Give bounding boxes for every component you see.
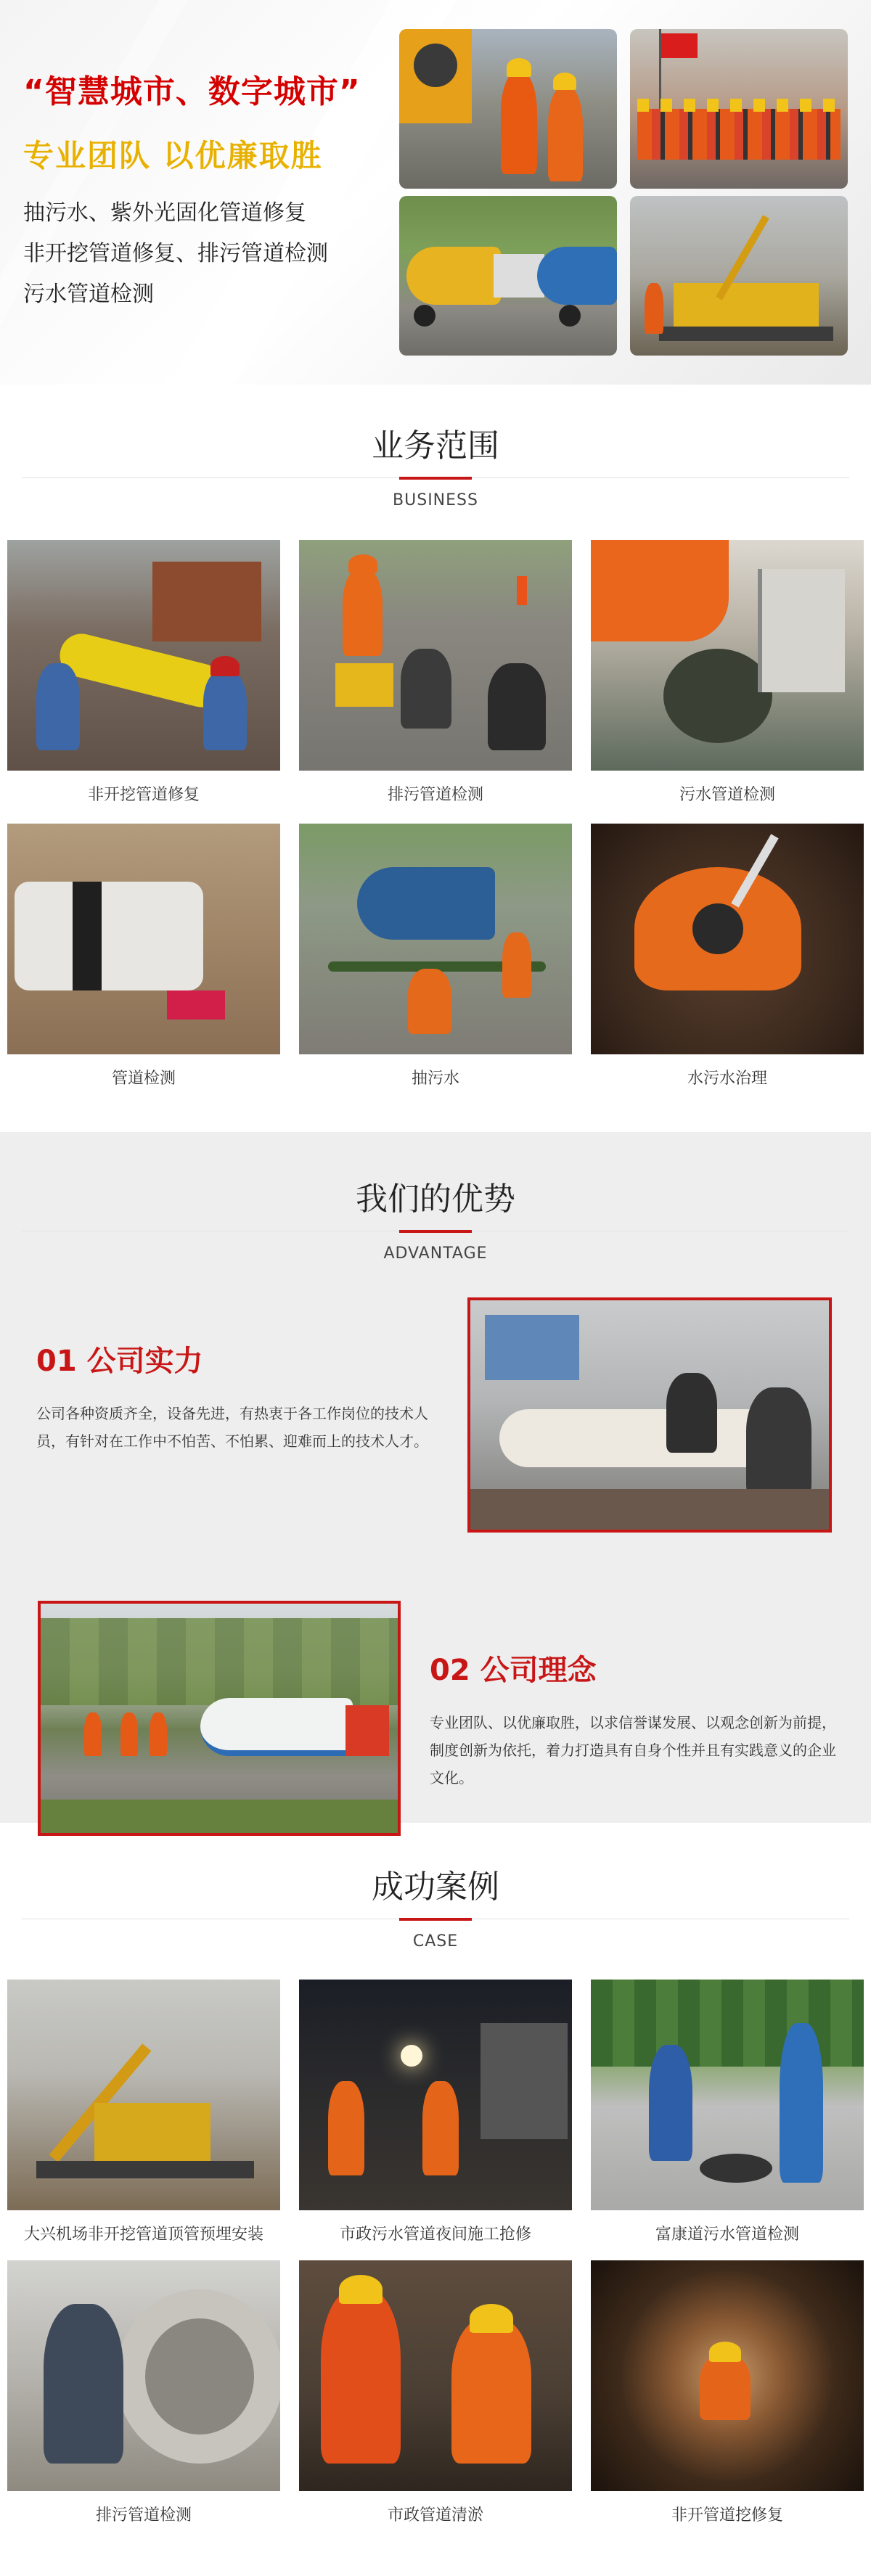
- hero-photo-grid: [399, 29, 848, 356]
- section-title: 我们的优势: [356, 1181, 515, 1218]
- hero-service-line: 污水管道检测: [23, 282, 154, 307]
- section-title: 成功案例: [372, 1869, 499, 1906]
- case-photo: [299, 1980, 572, 2210]
- case-card[interactable]: [591, 1980, 864, 2244]
- case-photo: [591, 1980, 864, 2210]
- section-header: [0, 1173, 871, 1263]
- section-subtitle: BUSINESS: [393, 491, 478, 509]
- case-photo: [7, 2260, 280, 2491]
- case-card[interactable]: [7, 2260, 280, 2525]
- case-card[interactable]: [591, 2260, 864, 2525]
- advantage-heading: 02 公司理念: [430, 1654, 597, 1687]
- hero-title: “智慧城市、数字城市”: [23, 73, 361, 110]
- service-card[interactable]: [7, 824, 280, 1088]
- hero-service-list: [23, 193, 401, 315]
- service-card[interactable]: [591, 824, 864, 1088]
- service-label: 非开挖管道修复: [87, 786, 200, 804]
- service-label: 污水管道检测: [679, 786, 775, 804]
- service-card[interactable]: [299, 540, 572, 805]
- service-card[interactable]: [299, 824, 572, 1088]
- case-label: 市政管道清淤: [387, 2506, 483, 2524]
- hero-service-line: 抽污水、紫外光固化管道修复: [23, 200, 306, 226]
- divider-accent: [399, 1230, 472, 1233]
- section-header: [0, 1861, 871, 1951]
- service-label: 管道检测: [111, 1070, 176, 1088]
- service-photo: [7, 824, 280, 1054]
- section-header: [0, 419, 871, 509]
- case-label: 市政污水管道夜间施工抢修: [339, 2226, 531, 2244]
- case-card[interactable]: [299, 1980, 572, 2244]
- service-photo: [299, 540, 572, 771]
- photo-water-truck: [38, 1601, 401, 1836]
- case-card[interactable]: [299, 2260, 572, 2525]
- service-label: 抽污水: [411, 1070, 459, 1088]
- hero-service-line: 非开挖管道修复、排污管道检测: [23, 241, 328, 266]
- service-photo: [591, 540, 864, 771]
- business-grid: [7, 540, 864, 1088]
- case-label: 非开管道挖修复: [671, 2506, 783, 2524]
- advantage-section: [0, 1132, 871, 1823]
- section-divider: [22, 477, 849, 478]
- case-grid: [7, 1980, 864, 2525]
- case-label: 排污管道检测: [95, 2506, 192, 2524]
- business-section: [0, 385, 871, 1132]
- hero-subtitle: 专业团队 以优廉取胜: [23, 138, 323, 173]
- case-label: 大兴机场非开挖管道顶管预埋安装: [23, 2226, 263, 2244]
- photo-team-with-flags: [630, 29, 848, 189]
- photo-drilling-rig: [630, 196, 848, 356]
- hero-text: [23, 65, 401, 315]
- service-label: 水污水治理: [687, 1070, 767, 1088]
- advantage-text: 公司各种资质齐全，设备先进，有热衷于各工作岗位的技术人员，有针对在工作中不怕苦、不怕累、迎难而上的技术人才。: [36, 1405, 428, 1450]
- case-photo: [7, 1980, 280, 2210]
- section-subtitle: CASE: [412, 1932, 459, 1951]
- service-photo: [7, 540, 280, 771]
- case-section: [0, 1823, 871, 2576]
- photo-sewer-truck-workers: [399, 29, 617, 189]
- advantage-heading: 01 公司实力: [36, 1345, 203, 1378]
- section-subtitle: ADVANTAGE: [383, 1244, 488, 1263]
- divider-accent: [399, 477, 472, 480]
- divider-accent: [399, 1918, 472, 1921]
- section-title: 业务范围: [372, 427, 499, 464]
- advantage-item-strength: [36, 1338, 443, 1455]
- advantage-item-philosophy: [430, 1647, 836, 1792]
- service-card[interactable]: [591, 540, 864, 805]
- photo-vacuum-trucks: [399, 196, 617, 356]
- service-photo: [591, 824, 864, 1054]
- advantage-text: 专业团队、以优廉取胜，以求信誉谋发展、以观念创新为前提，制度创新为依托，着力打造具有自身个性并且有实践意义的企业文化。: [430, 1714, 836, 1787]
- case-photo: [299, 2260, 572, 2491]
- service-photo: [299, 824, 572, 1054]
- case-photo: [591, 2260, 864, 2491]
- service-card[interactable]: [7, 540, 280, 805]
- case-card[interactable]: [7, 1980, 280, 2244]
- hero-banner: [0, 0, 871, 385]
- service-label: 排污管道检测: [387, 786, 483, 804]
- case-label: 富康道污水管道检测: [655, 2226, 799, 2244]
- photo-meeting: [467, 1297, 832, 1533]
